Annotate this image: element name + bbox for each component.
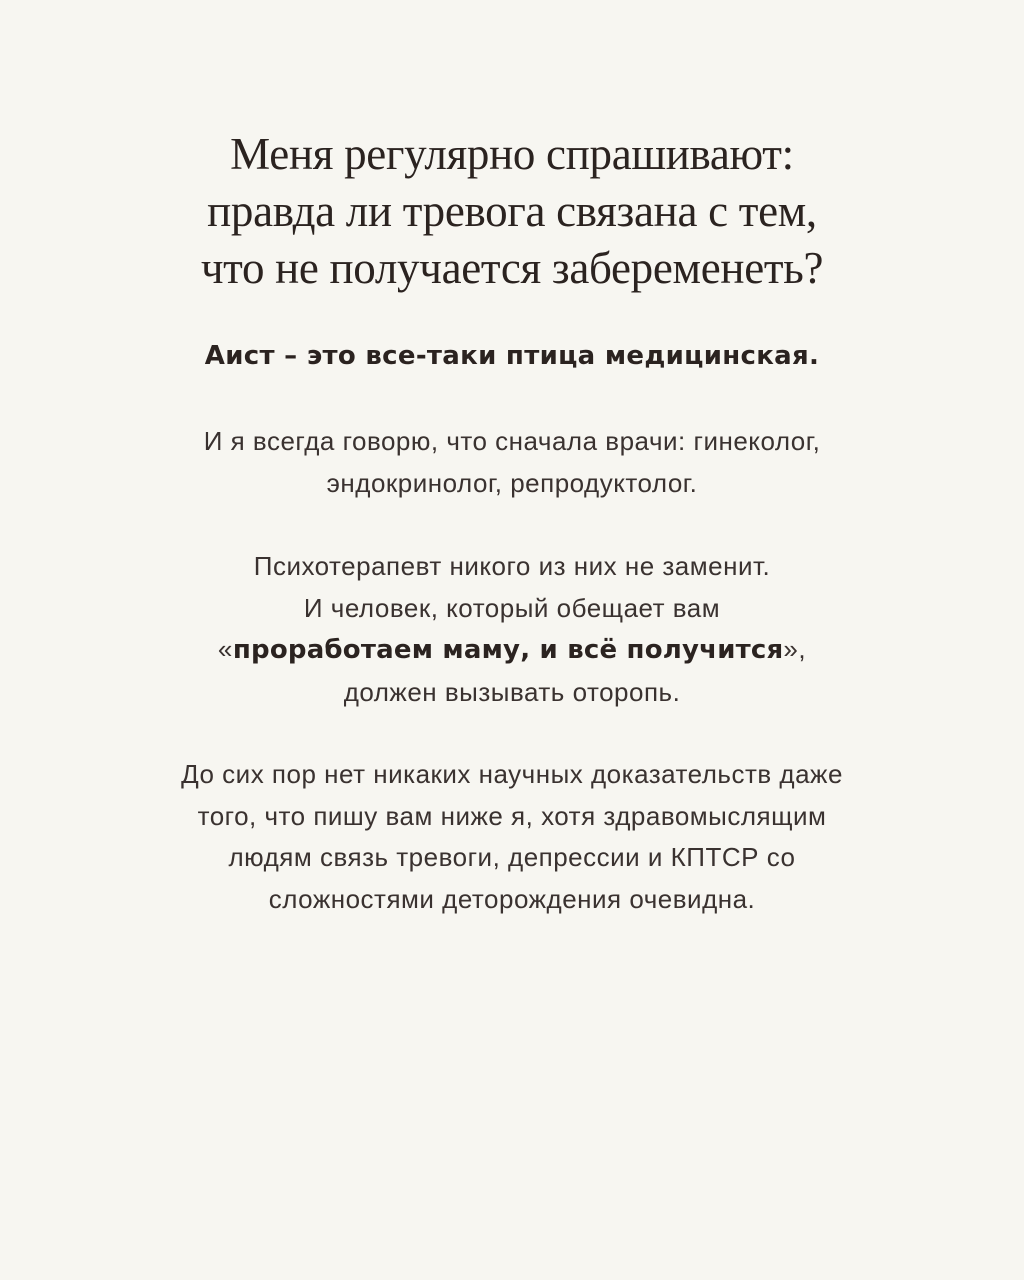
paragraph-psychotherapist [0, 546, 1024, 713]
paragraph-line: И я всегда говорю, что сначала врачи: гинеколог, [203, 426, 821, 456]
paragraph-line: И человек, который обещает вам [303, 592, 721, 623]
paragraph-line: должен вызывать оторопь. [343, 676, 681, 707]
title-line: что не получается забеременеть? [200, 243, 824, 293]
paragraph-line: До сих пор нет никаких научных доказательств даже [181, 759, 843, 789]
paragraph-line: людям связь тревоги, депрессии и КПТСР со [228, 842, 796, 872]
paragraph-quote-line [0, 629, 1024, 672]
title-line: правда ли тревога связана с тем, [207, 186, 817, 236]
paragraph-line: Психотерапевт никого из них не заменит. [253, 551, 771, 581]
paragraph-line: сложностями деторождения очевидна. [268, 883, 756, 914]
paragraph-doctors [0, 421, 1024, 504]
lead-statement: Аист – это все-таки птица медицинская. [204, 341, 820, 371]
quote-close-mark: », [783, 634, 807, 664]
title-line: Меня регулярно спрашивают: [230, 129, 794, 179]
paragraph-line: того, что пишу вам ниже я, хотя здравомыслящим [197, 800, 827, 831]
page-title [0, 126, 1024, 297]
quote-bold-text: проработаем маму, и всё получится [232, 635, 784, 665]
paragraph-evidence [0, 754, 1024, 920]
quote-open-mark: « [217, 634, 233, 664]
paragraph-line: эндокринолог, репродуктолог. [326, 467, 698, 498]
